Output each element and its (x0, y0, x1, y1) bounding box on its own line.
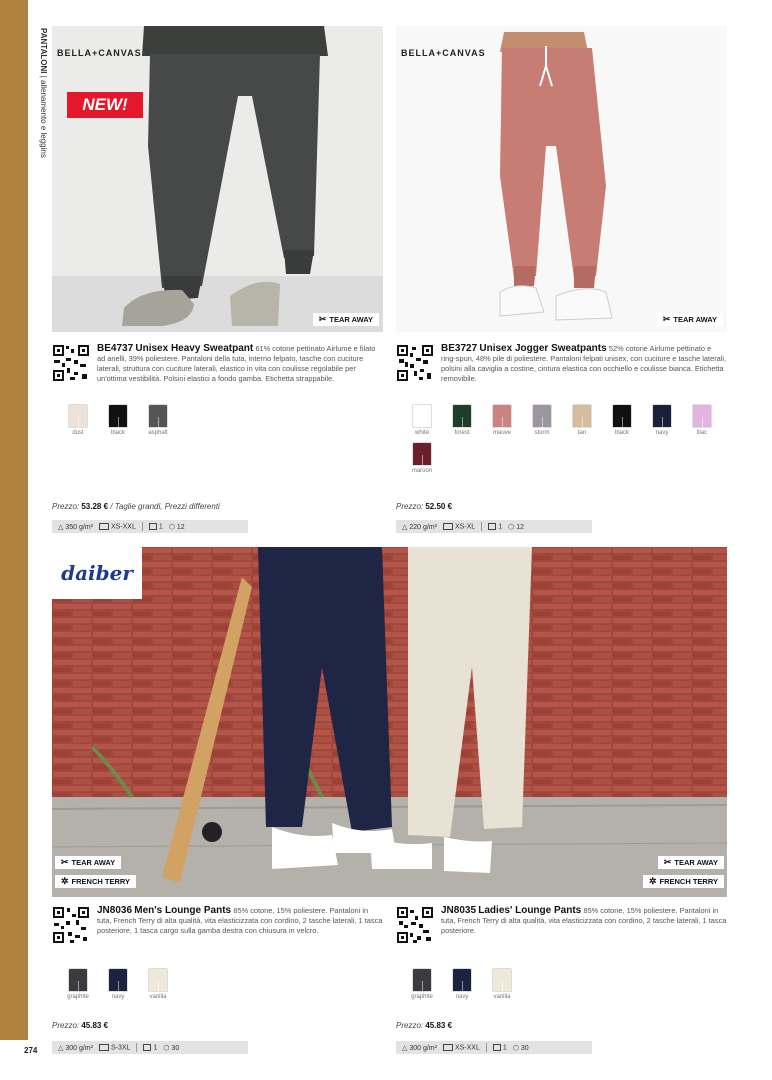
product-description: 52% cotone Airlume pettinato e ring-spun, 48% pile di poliestere. Pantaloni felpati unisex, con cuciture e tasche laterali, polsini alla caviglia a costine, cintura elastica con occhiello e coulisse bianca. Etichetta removibile. (441, 344, 727, 383)
product-name: Unisex Jogger Sweatpants (479, 343, 607, 354)
box-icon: ⬡ (512, 1044, 519, 1052)
box-icon: ⬡ (508, 523, 515, 531)
badge-label: TEAR AWAY (329, 315, 373, 324)
spec-bar-be3727 (396, 520, 592, 533)
badge-label: FRENCH TERRY (71, 877, 131, 886)
category-rest: | allenamento e leggins (39, 73, 48, 158)
sizes-spec: XS-XL (443, 523, 475, 530)
ruler-icon (99, 1044, 109, 1051)
product-code: JN8036 (97, 905, 133, 916)
color-swatch[interactable] (482, 404, 522, 436)
swatch-label: navy (655, 430, 669, 436)
ruler-icon (99, 523, 109, 530)
sweatpant-illustration (52, 26, 383, 332)
jogger-illustration (396, 26, 727, 332)
price-value: 45.83 € (425, 1021, 453, 1030)
price-jn8035 (396, 1021, 452, 1030)
color-swatch[interactable] (482, 968, 522, 1000)
brand-name: daiber (61, 561, 133, 585)
swatch-label: black (110, 430, 125, 436)
swatch-label: dust (72, 430, 84, 436)
tear-away-badge (55, 856, 121, 869)
badge-label: FRENCH TERRY (659, 877, 718, 886)
color-swatches-jn8035 (402, 968, 542, 1006)
price-label: Prezzo: (396, 1021, 424, 1030)
brand-name: BELLA+CANVAS (401, 48, 486, 58)
daiber-logo (52, 547, 142, 599)
swatch-label: maroon (411, 468, 433, 474)
fabric-icon: ✲ (61, 876, 69, 886)
divider (142, 522, 143, 531)
badge-label: TEAR AWAY (71, 858, 116, 867)
tear-away-badge (658, 856, 724, 869)
price-label: Prezzo: (396, 502, 424, 511)
pack-icon (488, 523, 496, 530)
color-swatch[interactable] (402, 404, 442, 436)
french-terry-badge (643, 875, 724, 888)
color-swatch[interactable] (682, 404, 722, 436)
ruler-icon (443, 523, 453, 530)
carton-spec: ⬡ 30 (512, 1044, 529, 1052)
sizes-spec: S-3XL (99, 1044, 130, 1051)
price-value: 53.28 € (81, 502, 109, 511)
color-swatch[interactable] (138, 968, 178, 1000)
badge-label: TEAR AWAY (673, 315, 717, 324)
weight-spec: △ 300 g/m² (58, 1044, 93, 1052)
color-swatches-be4737 (58, 404, 198, 442)
price-note: / Taglie grandi, Prezzi differenti (108, 502, 220, 511)
pack-spec: 1 (488, 523, 502, 530)
color-swatches-be3727 (402, 404, 732, 480)
color-swatch[interactable] (138, 404, 178, 436)
weight-icon: △ (402, 523, 408, 531)
sizes-spec: XS-XXL (443, 1044, 480, 1051)
page-number: 274 (24, 1046, 38, 1055)
scissors-icon: ✂ (663, 857, 672, 867)
weight-spec: △ 220 g/m² (402, 523, 437, 531)
color-swatch[interactable] (642, 404, 682, 436)
tear-away-badge (657, 313, 723, 326)
brand-name: BELLA+CANVAS (57, 48, 142, 58)
spec-bar-jn8035 (396, 1041, 592, 1054)
ruler-icon (443, 1044, 453, 1051)
swatch-label: tan (577, 430, 587, 436)
swatch-label: black (614, 430, 629, 436)
scissors-icon: ✂ (61, 857, 69, 867)
product-name: Men's Lounge Pants (134, 905, 232, 916)
color-swatch[interactable] (402, 442, 442, 474)
color-swatch[interactable] (442, 404, 482, 436)
new-badge: NEW! (67, 92, 143, 118)
weight-icon: △ (58, 523, 64, 531)
color-swatch[interactable] (562, 404, 602, 436)
swatch-label: navy (455, 994, 469, 1000)
weight-spec: △ 350 g/m² (58, 523, 93, 531)
swatch-label: lilac (696, 430, 708, 436)
price-jn8036 (52, 1021, 108, 1030)
product-photo-be3727 (396, 26, 727, 332)
color-swatch[interactable] (58, 404, 98, 436)
qr-code-icon[interactable] (396, 906, 434, 944)
fabric-icon: ✲ (648, 876, 657, 886)
color-swatch[interactable] (602, 404, 642, 436)
pack-icon (143, 1044, 151, 1051)
divider (136, 1043, 137, 1052)
sizes-spec: XS-XXL (99, 523, 136, 530)
qr-code-icon[interactable] (52, 344, 90, 382)
color-swatch[interactable] (98, 968, 138, 1000)
pack-spec: 1 (149, 523, 163, 530)
color-swatch[interactable] (522, 404, 562, 436)
price-label: Prezzo: (52, 1021, 80, 1030)
qr-code-icon[interactable] (52, 906, 90, 944)
swatch-label: graphite (411, 994, 433, 1000)
product-name: Ladies' Lounge Pants (478, 905, 582, 916)
carton-spec: ⬡ 30 (163, 1044, 180, 1052)
price-be4737 (52, 502, 220, 511)
price-be3727 (396, 502, 452, 511)
swatch-label: mauve (492, 430, 511, 436)
qr-code-icon[interactable] (396, 344, 434, 382)
product-code: BE3727 (441, 343, 478, 354)
product-code: BE4737 (97, 343, 134, 354)
swatch-label: graphite (67, 994, 89, 1000)
category-label (38, 28, 48, 158)
price-value: 45.83 € (81, 1021, 109, 1030)
color-swatch[interactable] (98, 404, 138, 436)
swatch-label: navy (111, 994, 125, 1000)
divider (481, 522, 482, 531)
swatch-label: asphalt (148, 430, 168, 436)
product-description: 85% cotone, 15% poliestere. Pantaloni in tuta, French Terry di alta qualità, vita elasticizzata con cordino, 2 tasche laterali, 1 tasca posteriore. (441, 906, 727, 935)
swatch-label: storm (534, 430, 550, 436)
product-description: 61% cotone pettinato Airlume e filato ad anelli, 39% poliestere. Pantaloni della tuta, interno felpato, tasche con cuciture laterali, struttura con cuciture laterali, elastico in vita con coulisse regolabile per un'ottima vestibilità. Polsini elastici a fondo gamba. Etichetta strappabile. (97, 344, 376, 383)
spec-bar-jn8036 (52, 1041, 248, 1054)
swatch-label: vanilla (149, 994, 167, 1000)
product-photo-be4737 (52, 26, 383, 332)
category-bold: PANTALONI (39, 28, 48, 74)
swatch-label: forest (454, 430, 470, 436)
divider (486, 1043, 487, 1052)
tear-away-badge (313, 313, 379, 326)
pack-spec: 1 (143, 1044, 157, 1051)
brick-wall-illustration (52, 547, 727, 897)
price-label: Prezzo: (52, 502, 80, 511)
color-swatch[interactable] (442, 968, 482, 1000)
swatch-label: vanilla (493, 994, 511, 1000)
pack-icon (149, 523, 157, 530)
price-value: 52.50 € (425, 502, 453, 511)
carton-spec: ⬡ 12 (168, 523, 185, 531)
color-swatches-jn8036 (58, 968, 198, 1006)
product-code: JN8035 (441, 905, 477, 916)
scissors-icon: ✂ (662, 314, 671, 324)
pack-icon (493, 1044, 501, 1051)
weight-spec: △ 300 g/m² (402, 1044, 437, 1052)
box-icon: ⬡ (163, 1044, 170, 1052)
side-color-stripe (0, 0, 28, 1040)
carton-spec: ⬡ 12 (508, 523, 524, 531)
product-photo-lounge-pants (52, 547, 727, 897)
swatch-label: white (414, 430, 429, 436)
pack-spec: 1 (493, 1044, 507, 1051)
scissors-icon: ✂ (318, 314, 327, 324)
weight-icon: △ (58, 1044, 64, 1052)
color-swatch[interactable] (58, 968, 98, 1000)
french-terry-badge (55, 875, 136, 888)
product-description: 85% cotone, 15% poliestere. Pantaloni in tuta, French Terry di alta qualità, vita elasticizzata con cordino, 2 tasche laterali, 1 tasca posteriore, 1 tasca cargo sulla gamba destra con chiusura in velcro. (97, 906, 383, 935)
box-icon: ⬡ (168, 523, 175, 531)
spec-bar-be4737 (52, 520, 248, 533)
weight-icon: △ (402, 1044, 408, 1052)
product-name: Unisex Heavy Sweatpant (135, 343, 254, 354)
badge-label: TEAR AWAY (674, 858, 718, 867)
color-swatch[interactable] (402, 968, 442, 1000)
